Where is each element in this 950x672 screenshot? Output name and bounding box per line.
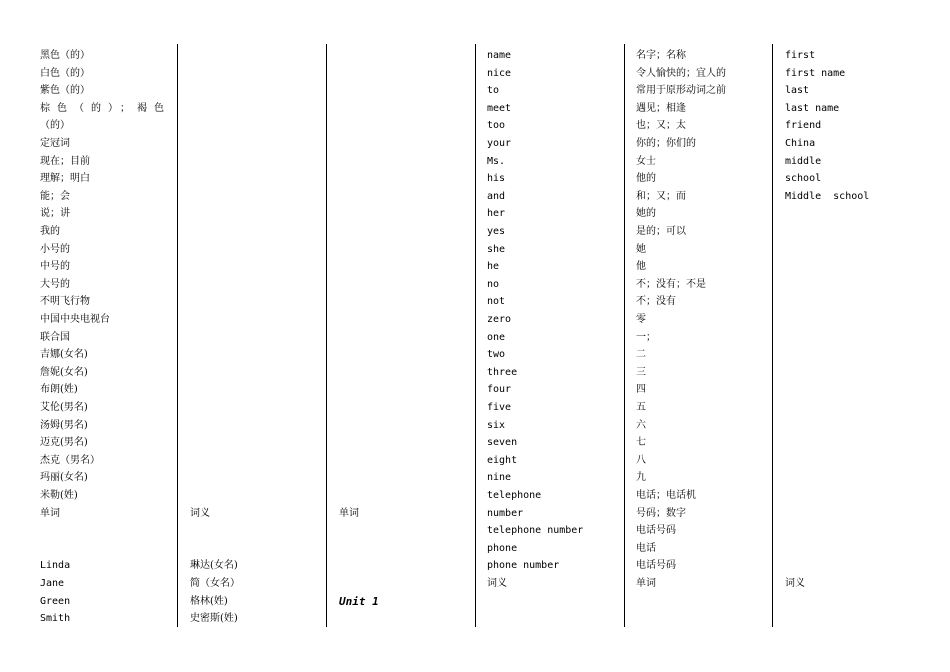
word-cell: zero [487, 314, 512, 325]
word-cell: name [487, 50, 512, 61]
column-header: 词义 [785, 578, 805, 589]
meaning-cell: 六 [636, 419, 646, 431]
word-cell: last [785, 85, 810, 97]
word-cell: Smith [40, 613, 71, 625]
word-cell: to [487, 85, 500, 97]
meaning-cell: 四 [636, 384, 646, 396]
meaning-cell: 不；没有 [636, 296, 676, 308]
left-meaning-column [40, 47, 170, 627]
meaning-cell: 吉娜(女名) [40, 349, 88, 361]
column-header: 词义 [487, 578, 507, 589]
meaning-cell: 杰克（男名） [40, 454, 100, 466]
meaning-cell: 说；讲 [40, 208, 70, 220]
word-cell: first [785, 50, 816, 61]
meaning-cell: 白色（的） [40, 67, 90, 79]
column-divider [326, 44, 327, 627]
meaning-cell: 零 [636, 314, 646, 325]
meaning-cell: （的） [40, 120, 70, 132]
word-cell: not [487, 296, 506, 308]
meaning-cell: 一； [636, 331, 656, 343]
word-cell: his [487, 173, 506, 185]
meaning-cell: 她的 [636, 208, 656, 220]
meaning-cell: 棕色（的）；褐色 [40, 102, 171, 114]
word-cell: school [785, 173, 822, 185]
meaning-cell: 定冠词 [40, 138, 70, 149]
meaning-cell: 令人愉快的；宜人的 [636, 67, 726, 79]
meaning-cell: 简（女名） [190, 578, 240, 589]
column-divider [772, 44, 773, 627]
word-cell: yes [487, 226, 506, 237]
column-divider [177, 44, 178, 627]
meaning-cell: 不明飞行物 [40, 296, 90, 308]
meaning-cell: 小号的 [40, 243, 70, 255]
word-cell: meet [487, 102, 512, 114]
unit-heading: Unit 1 [339, 594, 379, 608]
word-cell: seven [487, 437, 518, 449]
word-cell: too [487, 120, 506, 132]
word-cell: six [487, 419, 506, 431]
meaning-cell: 玛丽(女名) [40, 472, 88, 484]
meaning-cell: 詹妮(女名) [40, 366, 88, 378]
meaning-cell: 二 [636, 349, 646, 361]
meaning-cell: 号码；数字 [636, 507, 686, 519]
word-cell: five [487, 402, 512, 413]
word-cell: your [487, 138, 512, 149]
meaning-cell: 中号的 [40, 261, 70, 273]
word-cell: three [487, 366, 518, 378]
meaning-cell: 理解；明白 [40, 173, 90, 185]
meaning-cell: 布朗(姓) [40, 384, 78, 396]
word-cell: Linda [40, 560, 71, 572]
meaning-cell: 格林(姓) [190, 595, 228, 607]
word-cell: telephone [487, 490, 542, 501]
meaning-cell: 艾伦(男名) [40, 402, 88, 413]
meaning-cell: 我的 [40, 226, 60, 237]
meaning-cell: 八 [636, 454, 646, 466]
word-cell: China [785, 138, 816, 149]
right-meaning-column [636, 47, 768, 627]
meaning-cell: 黑色（的） [40, 50, 90, 61]
meaning-cell: 也；又；太 [636, 120, 686, 132]
word-cell: nine [487, 472, 512, 484]
meaning-cell: 中国中央电视台 [40, 314, 110, 325]
meaning-cell: 电话 [636, 542, 656, 554]
meaning-cell: 电话；电话机 [636, 490, 696, 501]
meaning-cell: 遇见；相逢 [636, 102, 686, 114]
meaning-cell: 和；又；而 [636, 190, 686, 202]
word-cell: phone [487, 542, 518, 554]
meaning-cell: 现在；目前 [40, 155, 90, 167]
right-word-column [487, 47, 619, 627]
meaning-cell: 常用于原形动词之前 [636, 85, 726, 97]
meaning-cell: 大号的 [40, 278, 70, 290]
word-cell: telephone number [487, 525, 584, 537]
meaning-cell: 他的 [636, 173, 656, 185]
meaning-cell: 七 [636, 437, 646, 449]
word-cell: and [487, 190, 506, 202]
meaning-cell: 三 [636, 366, 646, 378]
meaning-cell: 女士 [636, 155, 656, 167]
meaning-cell: 米勒(姓) [40, 490, 78, 501]
meaning-cell: 不；没有；不是 [636, 278, 706, 290]
column-header: 单词 [636, 578, 656, 589]
meaning-cell: 名字；名称 [636, 50, 686, 61]
word-cell: middle [785, 155, 822, 167]
word-cell: last name [785, 102, 840, 114]
meaning-cell: 汤姆(男名) [40, 419, 88, 431]
word-cell: no [487, 278, 500, 290]
word-cell: Ms. [487, 155, 506, 167]
word-cell: Green [40, 595, 71, 607]
meaning-cell: 他 [636, 261, 646, 273]
word-cell: friend [785, 120, 822, 132]
word-cell: four [487, 384, 512, 396]
word-cell: she [487, 243, 506, 255]
word-cell: phone number [487, 560, 560, 572]
column-divider [475, 44, 476, 627]
word-cell: number [487, 507, 524, 519]
meaning-cell: 能；会 [40, 190, 70, 202]
meaning-cell: 五 [636, 402, 646, 413]
meaning-cell: 九 [636, 472, 646, 484]
column-header: 单词 [40, 507, 60, 519]
column-divider [624, 44, 625, 627]
word-cell: one [487, 331, 506, 343]
meaning-cell: 是的；可以 [636, 226, 686, 237]
right-word-column-3 [785, 47, 935, 627]
word-cell: he [487, 261, 500, 273]
meaning-cell: 她 [636, 243, 646, 255]
word-cell: Jane [40, 578, 65, 589]
meaning-cell: 电话号码 [636, 525, 676, 537]
column-header: 单词 [339, 507, 359, 519]
left-meaning-column-2 [190, 47, 320, 627]
meaning-cell: 琳达(女名) [190, 560, 238, 572]
meaning-cell: 紫色（的） [40, 85, 90, 97]
meaning-cell: 电话号码 [636, 560, 676, 572]
word-cell: eight [487, 454, 518, 466]
column-header: 词义 [190, 507, 210, 519]
meaning-cell: 迈克(男名) [40, 437, 88, 449]
word-cell: Middle school [785, 190, 870, 202]
left-word-column-3 [339, 47, 469, 627]
meaning-cell: 你的；你们的 [636, 138, 696, 149]
word-cell: nice [487, 67, 512, 79]
word-cell: first name [785, 67, 846, 79]
meaning-cell: 联合国 [40, 331, 70, 343]
word-cell: her [487, 208, 506, 220]
word-cell: two [487, 349, 506, 361]
meaning-cell: 史密斯(姓) [190, 613, 238, 625]
